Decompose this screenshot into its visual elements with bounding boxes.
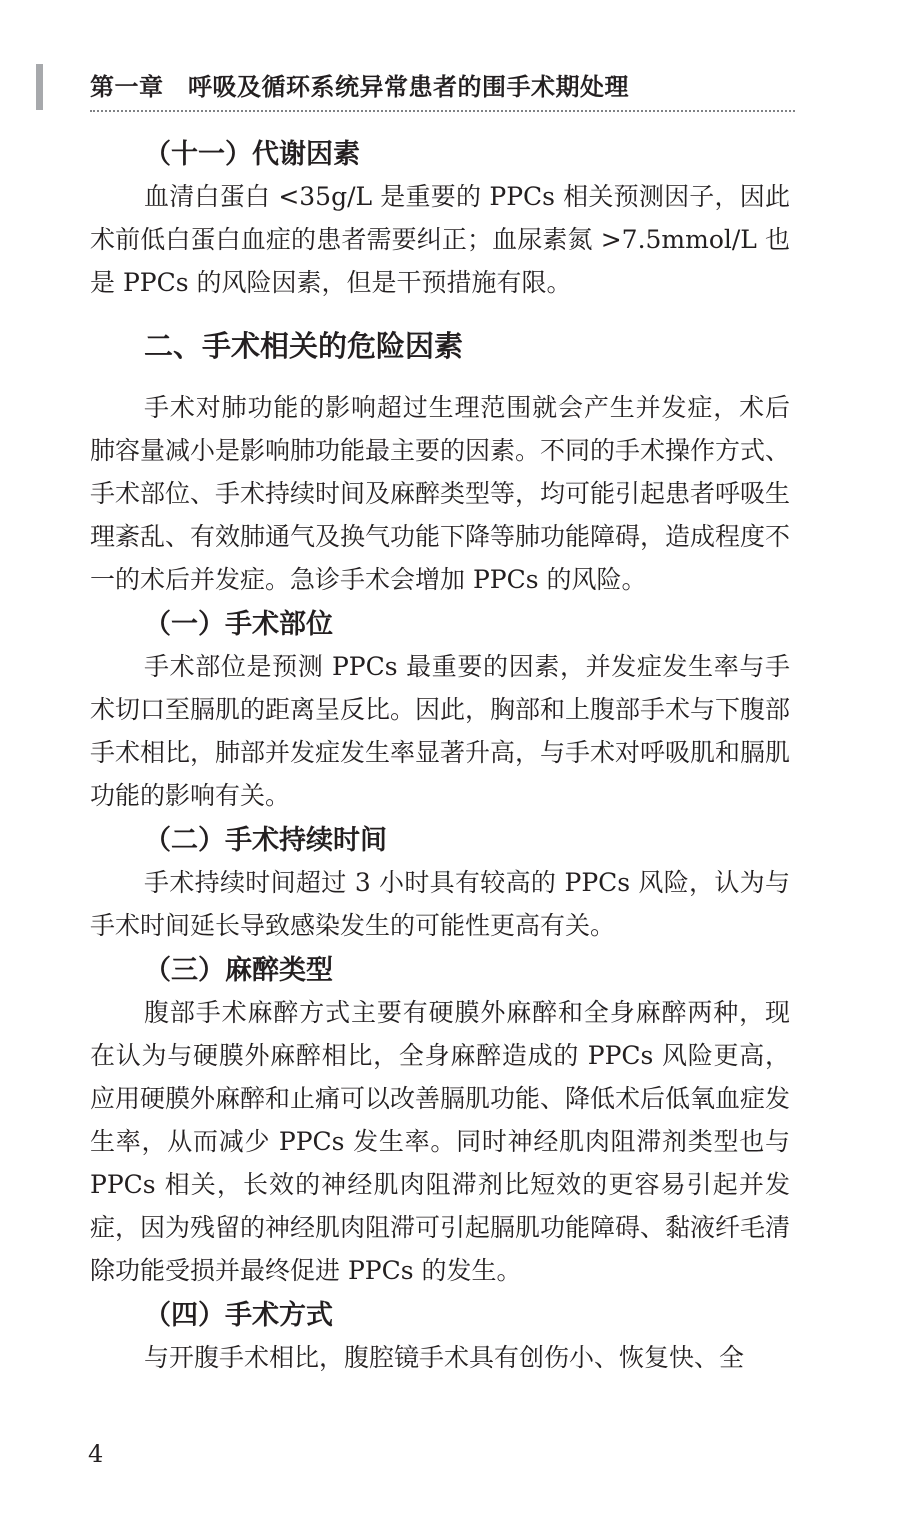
running-header — [0, 0, 900, 120]
chapter-title: 第一章 呼吸及循环系统异常患者的围手术期处理 — [90, 72, 629, 101]
section-heading-anesthesia: （三）麻醉类型 — [144, 955, 333, 986]
page-number: 4 — [88, 1440, 104, 1468]
section-heading-duration: （二）手术持续时间 — [144, 825, 387, 856]
paragraph-method: 与开腹手术相比，腹腔镜手术具有创伤小、恢复快、全 — [144, 1343, 745, 1372]
section-heading-metabolic: （十一）代谢因素 — [144, 139, 360, 170]
header-accent-bar — [36, 64, 43, 110]
part-heading-surgery-risk: 二、手术相关的危险因素 — [144, 329, 464, 363]
section-heading-site: （一）手术部位 — [144, 609, 333, 640]
paragraph-site: 手术部位是预测 PPCs 最重要的因素，并发症发生率与手术切口至膈肌的距离呈反比。因此，胸部和上腹部手术与下腹部手术相比，肺部并发症发生率显著升高，与手术对呼吸肌和膈肌功能的影响有关。 — [90, 652, 791, 810]
paragraph-anesthesia: 腹部手术麻醉方式主要有硬膜外麻醉和全身麻醉两种，现在认为与硬膜外麻醉相比，全身麻醉造成的 PPCs 风险更高，应用硬膜外麻醉和止痛可以改善膈肌功能、降低术后低氧血症发生率，从而减少 PPCs 发生率。同时神经肌肉阻滞剂类型也与 PPCs 相关，长效的神经肌肉阻滞剂比短效的更容易引起并发症，因为残留的神经肌肉阻滞可引起膈肌功能障碍、黏液纤毛清除功能受损并最终促进 PPCs 的发生。 — [90, 998, 791, 1285]
page-body — [90, 135, 790, 1379]
paragraph-surgery-risk: 手术对肺功能的影响超过生理范围就会产生并发症，术后肺容量减小是影响肺功能最主要的因素。不同的手术操作方式、手术部位、手术持续时间及麻醉类型等，均可能引起患者呼吸生理紊乱、有效肺通气及换气功能下降等肺功能障碍，造成程度不一的术后并发症。急诊手术会增加 PPCs 的风险。 — [90, 393, 791, 594]
paragraph-duration: 手术持续时间超过 3 小时具有较高的 PPCs 风险，认为与手术时间延长导致感染发生的可能性更高有关。 — [90, 868, 790, 940]
paragraph-metabolic: 血清白蛋白 <35g/L 是重要的 PPCs 相关预测因子，因此术前低白蛋白血症的患者需要纠正；血尿素氮 >7.5mmol/L 也是 PPCs 的风险因素，但是干预措施有限。 — [90, 182, 790, 297]
section-heading-method: （四）手术方式 — [144, 1300, 333, 1331]
header-dotted-rule — [90, 110, 795, 112]
